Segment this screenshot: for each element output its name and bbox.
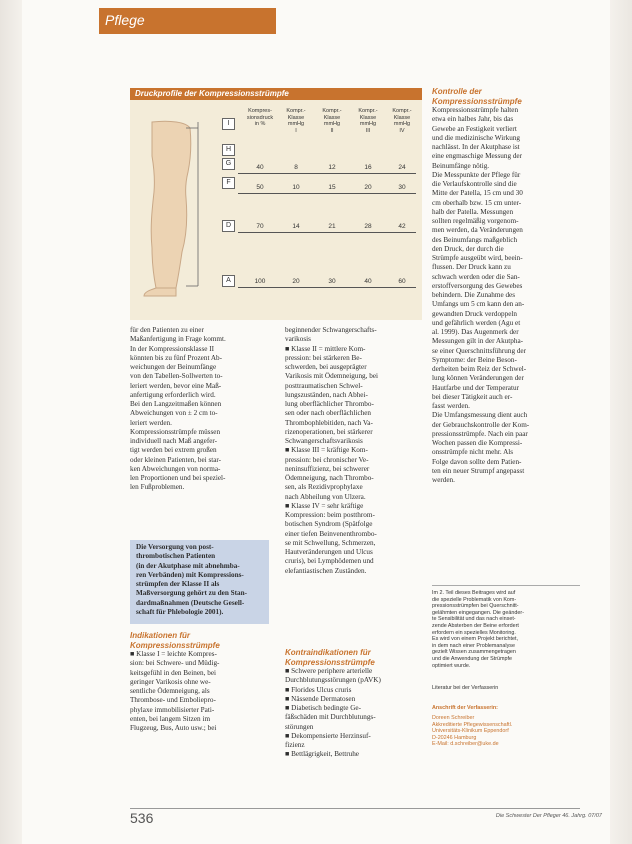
col-head-line: in % xyxy=(254,121,266,127)
row-4-class-1: 20 xyxy=(292,278,300,285)
text-line: Kompression: beim postthrom- xyxy=(285,511,375,519)
text-line: ■ Schwere periphere arterielle xyxy=(285,667,373,675)
text-line: Die Versorgung von post- xyxy=(136,543,214,551)
text-line: erstoffversorgung des Gewebes xyxy=(432,281,523,290)
note-line: gelähmten eingegangen. Die geänder- xyxy=(432,609,525,616)
measure-point-h: H xyxy=(222,144,235,156)
text-line: Symptome: der Beine Beson- xyxy=(432,355,517,364)
text-line: und gefährlich werden (Agu et xyxy=(432,318,521,327)
note-line: Es wird von einem Projekt berichtet, xyxy=(432,636,518,643)
row-3-class-1: 14 xyxy=(292,223,300,230)
col-head-line: Kompr.- xyxy=(392,108,412,114)
text-line: pression: bei stärkeren Be- xyxy=(285,353,362,362)
text-line: anfertigung erforderlich wird. xyxy=(130,390,216,399)
measure-point-g: G xyxy=(222,158,235,170)
row-3-class-4: 42 xyxy=(398,223,406,230)
text-line: sen oder nach oberflächlichen xyxy=(285,409,372,418)
address-line: Doreen Schreiber xyxy=(432,715,475,721)
note-line: in dem nach einer Problemanalyse xyxy=(432,642,516,649)
note-line: Im 2. Teil dieses Beitrages wird auf xyxy=(432,590,516,596)
text-line: sen, als Rezidivprophylaxe xyxy=(285,483,363,492)
literature-note: Literatur bei der Verfasserin xyxy=(432,685,499,691)
text-line: Maßanfertigung in Frage kommt. xyxy=(130,335,226,344)
note-line: te Sensibilität und das nach einset- xyxy=(432,616,516,623)
text-line: pressionsstrümpfe. Nach ein paar xyxy=(432,429,528,438)
row-4-pressure: 100 xyxy=(254,278,266,285)
text-line: Messungen gilt in der Akutpha- xyxy=(432,337,524,346)
text-line: elefantiastischen Zuständen. xyxy=(285,566,367,575)
note-line: pressionsstrümpfen bei Querschnitt- xyxy=(432,603,519,610)
text-line: Bei den Langzeitmaßen können xyxy=(130,400,222,408)
measure-point-i: I xyxy=(222,118,235,130)
text-line: leriert werden, bevor eine Maß- xyxy=(130,381,222,390)
text-line: des Beinumfangs maßgeblich xyxy=(432,235,518,244)
text-line: neninsuffizienz, bei schwerer xyxy=(285,464,370,473)
text-line: Die Messpunkte der Pflege für xyxy=(432,170,521,179)
row-1-class-2: 12 xyxy=(328,164,336,171)
contraindications-section xyxy=(285,648,423,760)
note-line: erfordern ein spezielles Monitoring. xyxy=(432,629,516,636)
contra-heading: Kontraindikationen für xyxy=(285,648,371,657)
text-line: pression: bei chronischer Ve- xyxy=(285,455,369,464)
pressure-profile-figure xyxy=(130,88,422,320)
text-line: ■ Diabetisch bedingte Ge- xyxy=(285,704,361,712)
col-head-line: Klasse xyxy=(393,114,411,121)
text-line: se mit Schwellung, Schmerzen, xyxy=(285,538,376,547)
text-line: werden. xyxy=(432,476,455,484)
row-2-pressure: 50 xyxy=(256,184,264,191)
text-line: ■ Klasse IV = sehr kräftige xyxy=(285,501,364,510)
row-2-class-1: 10 xyxy=(292,184,300,191)
col-head-line: Kompres- xyxy=(248,108,272,114)
text-line: oder kleinen Patienten, bei star- xyxy=(130,455,222,464)
text-line: derheiten beim Reiz der Schwel- xyxy=(432,365,527,373)
text-line: Ödemneigung, nach Thrombo- xyxy=(285,474,374,482)
text-line: posttraumatischen Schwel- xyxy=(285,381,363,390)
col-head-class-2 xyxy=(315,108,349,134)
row-4-class-4: 60 xyxy=(398,278,406,285)
text-line: enten, bei langem Sitzen im xyxy=(130,714,211,723)
measure-point-f: F xyxy=(222,177,235,189)
text-line: strümpfen der Klasse II als xyxy=(136,580,220,588)
footer-divider xyxy=(130,808,580,809)
text-line: schwerden, bei ausgeprägter xyxy=(285,363,367,371)
text-line: weichungen der Beinumfänge xyxy=(130,363,217,371)
row-2-class-4: 30 xyxy=(398,184,406,191)
text-line: fäßschäden mit Durchblutungs- xyxy=(285,713,376,722)
text-line: sentliche Ödemneigung, als xyxy=(130,687,210,695)
text-line: varikosis xyxy=(285,335,311,344)
col-head-pressure xyxy=(243,108,277,128)
row-line xyxy=(238,232,416,233)
row-line xyxy=(238,173,416,174)
text-line: Flugzeug, Bus, Auto usw.; bei xyxy=(130,724,217,732)
row-1-class-3: 16 xyxy=(364,164,372,171)
row-3-class-3: 28 xyxy=(364,223,372,230)
text-line: Strümpfe ausgeübt wird, beein- xyxy=(432,254,523,262)
text-line: halb der Patella. Messungen xyxy=(432,207,514,216)
author-address xyxy=(432,715,580,748)
text-line: Durchblutungsstörungen (pAVK) xyxy=(285,676,381,685)
text-line: einer tiefen Beinvenenthrombo- xyxy=(285,529,377,538)
address-line: D-20246 Hamburg xyxy=(432,734,477,741)
col-head-line: mmHg xyxy=(287,121,305,127)
text-line: leriert werden. xyxy=(130,418,172,427)
text-line: individuell nach Maß angefer- xyxy=(130,437,218,445)
measure-point-a: A xyxy=(222,275,235,287)
text-line: rizenoperationen, bei stärkerer xyxy=(285,427,373,436)
col-head-line: sionsdruck xyxy=(246,114,274,121)
address-line: Akkreditierte Pflegewissenschaftl. xyxy=(432,721,513,728)
text-line: (in der Akutphase mit abnehmba- xyxy=(136,561,240,570)
note-line: und die Anwendung der Strümpfe xyxy=(432,655,513,662)
right-column xyxy=(432,87,580,485)
text-line: In der Kompressionsklasse II xyxy=(130,344,215,353)
note-line: die spezielle Problematik von Kom- xyxy=(432,596,517,603)
indications-heading: Kompressionsstrümpfe xyxy=(130,640,220,650)
middle-column xyxy=(285,326,423,576)
text-line: Abweichungen von ± 2 cm to- xyxy=(130,409,218,418)
text-line: ■ Klasse I = leichte Kompres- xyxy=(130,650,217,658)
text-line: nachlässt. In der Akutphase ist xyxy=(432,143,520,151)
author-address-heading: Anschrift der Verfasserin: xyxy=(432,705,498,711)
highlight-text xyxy=(136,543,264,617)
measure-point-d: D xyxy=(222,220,235,232)
indications-heading: Indikationen für xyxy=(130,631,190,640)
row-1-class-4: 24 xyxy=(398,164,406,171)
text-line: lung können Veränderungen der xyxy=(432,374,524,383)
col-head-line: III xyxy=(365,127,371,134)
text-line: se einer Querschnittsführung der xyxy=(432,346,527,355)
text-line: len Proportionen und bei speziel- xyxy=(130,474,226,482)
text-line: Umfangs um 5 cm kann den an- xyxy=(432,300,525,309)
text-line: ■ Klasse II = mittlere Kom- xyxy=(285,344,366,353)
text-line: die Verlaufskontrolle sind die xyxy=(432,180,517,188)
text-line: len Fußproblemen. xyxy=(130,483,185,492)
col-head-line: mmHg xyxy=(359,121,377,127)
text-line: Die Umfangsmessung dient auch xyxy=(432,411,528,420)
text-line: Hautveränderungen und Ulcus xyxy=(285,548,373,556)
row-3-pressure: 70 xyxy=(256,223,264,230)
text-line: ■ Bettlägrigkeit, Bettruhe xyxy=(285,750,360,759)
text-line: behindern. Die Zunahme des xyxy=(432,291,516,299)
text-line: nach Abheilung von Ulzera. xyxy=(285,492,366,501)
text-line: schaft für Phlebologie 2001). xyxy=(136,607,224,616)
page-edge xyxy=(610,0,632,844)
journal-footer: Die Schwester Der Pfleger 46. Jahrg. 07/07 xyxy=(495,813,602,819)
row-line xyxy=(238,287,416,288)
text-line: keitsgefühl in den Beinen, bei xyxy=(130,668,217,677)
text-line: Mitte der Patella, 15 cm und 30 xyxy=(432,189,523,198)
text-line: ten ein neuer Strumpf angepasst xyxy=(432,466,525,475)
col-head-class-4 xyxy=(385,108,419,134)
col-head-line: mmHg xyxy=(323,121,341,127)
col-head-line: Kompr.- xyxy=(286,108,306,114)
left-column xyxy=(130,326,269,493)
address-line: Universitäts-Klinikum Eppendorf xyxy=(432,728,509,735)
text-line: Maßversorgung gehört zu den Stan- xyxy=(136,589,248,598)
text-line: onsstrümpfe nicht mehr. Als xyxy=(432,448,514,457)
text-line: schwach werden oder die San- xyxy=(432,272,520,281)
text-line: bei dieser Tätigkeit auch er- xyxy=(432,392,513,401)
text-line: Varikosis mit Ödemneigung, bei xyxy=(285,372,379,381)
note-line: gezielt Wissen zusammengetragen xyxy=(432,649,516,656)
text-line: Thrombose- und Emboliepro- xyxy=(130,696,216,705)
binding-shadow xyxy=(0,0,22,844)
text-line: ken Abweichungen von norma- xyxy=(130,464,221,473)
row-4-class-2: 30 xyxy=(328,278,336,285)
figure-title: Druckprofile der Kompressionsstrümpfe xyxy=(135,89,289,98)
text-line: lung oberflächlicher Thrombo- xyxy=(285,400,374,408)
col-head-line: Klasse xyxy=(359,114,377,121)
col-head-line: Klasse xyxy=(287,114,305,121)
text-line: Wochen passen die Kompressi- xyxy=(432,439,523,447)
col-head-line: I xyxy=(295,127,297,134)
text-line: Gewebe an Festigkeit verliert xyxy=(432,124,517,133)
text-line: cm oberhalb bzw. 15 cm unter- xyxy=(432,198,522,207)
text-line: Kompressionsstrümpfe müssen xyxy=(130,427,221,436)
control-heading: Kompressionsstrümpfe xyxy=(432,96,522,106)
row-2-class-3: 20 xyxy=(364,184,372,191)
control-heading: Kontrolle der xyxy=(432,87,482,96)
text-line: beginnender Schwangerschafts- xyxy=(285,326,377,334)
note-divider xyxy=(432,585,580,586)
row-line xyxy=(238,193,416,194)
text-line: thrombotischen Patienten xyxy=(136,552,216,561)
note-line: optimiert wurde. xyxy=(432,662,471,669)
text-line: sion: bei Schwere- und Müdig- xyxy=(130,659,220,668)
text-line: für den Patienten zu einer xyxy=(130,326,204,334)
text-line: geringer Varikosis ohne we- xyxy=(130,677,211,686)
col-head-line: II xyxy=(330,127,334,134)
text-line: Schwangerschaftsvarikosis xyxy=(285,437,363,445)
page-number: 536 xyxy=(130,810,154,826)
text-line: ■ Nässende Dermatosen xyxy=(285,694,356,703)
figure-body xyxy=(130,100,422,320)
text-line: al. 1999). Das Augenmerk der xyxy=(432,328,519,336)
col-head-line: Kompr.- xyxy=(358,108,378,114)
col-head-line: Kompr.- xyxy=(322,108,342,114)
text-line: Kompressionsstrümpfe halten xyxy=(432,106,519,114)
col-head-line: Klasse xyxy=(323,114,341,121)
text-line: Thrombophlebitiden, nach Va- xyxy=(285,418,373,427)
text-line: cruris), bei Lymphödemen und xyxy=(285,557,374,566)
text-line: fasst werden. xyxy=(432,402,470,410)
row-2-class-2: 15 xyxy=(328,184,336,191)
text-line: Beinumfänge nötig. xyxy=(432,161,490,170)
text-line: ■ Florides Ulcus cruris xyxy=(285,685,352,694)
row-3-class-2: 21 xyxy=(328,223,336,230)
text-line: tigt werden bei extrem großen xyxy=(130,446,217,455)
text-line: Hautfarbe und der Temperatur xyxy=(432,383,519,392)
row-4-class-3: 40 xyxy=(364,278,372,285)
text-line: sollten regelmäßig vorgenom- xyxy=(432,217,519,225)
col-head-line: mmHg xyxy=(393,121,411,127)
col-head-class-1 xyxy=(279,108,313,134)
address-line: E-Mail: d.schreiber@uke.de xyxy=(432,741,499,748)
text-line: störungen xyxy=(285,722,314,731)
text-line: ■ Dekompensierte Herzinsuf- xyxy=(285,731,371,740)
text-line: fizienz xyxy=(285,741,305,749)
text-line: von den Tabellen-Sollwerten to- xyxy=(130,372,223,381)
row-1-class-1: 8 xyxy=(294,164,298,171)
text-line: lungszuständen, nach Abhei- xyxy=(285,390,368,399)
indications-section xyxy=(130,631,269,733)
text-line: und die medizinische Wirkung xyxy=(432,133,521,142)
col-head-line: IV xyxy=(399,127,405,134)
note-line: zende Absterben der Beine erfordert xyxy=(432,622,519,629)
text-line: ren Verbänden) mit Kompressions- xyxy=(136,570,244,579)
text-line: könnten bis zu fünf Prozent Ab- xyxy=(130,353,223,362)
text-line: dardmaßnahmen (Deutsche Gesell- xyxy=(136,598,245,607)
text-line: der Gebrauchskontrolle der Kom- xyxy=(432,420,530,429)
text-line: etwa ein halbes Jahr, bis das xyxy=(432,115,514,124)
text-line: phylaxe immobilisierter Pati- xyxy=(130,705,215,714)
text-line: den Druck, der durch die xyxy=(432,244,504,253)
text-line: gewandten Druck verdoppeln xyxy=(432,309,518,318)
contra-heading: Kompressionsstrümpfe xyxy=(285,657,375,667)
text-line: ■ Klasse III = kräftige Kom- xyxy=(285,446,368,455)
section-title: Pflege xyxy=(105,12,145,28)
text-line: Folge davon sollte dem Patien- xyxy=(432,457,522,466)
text-line: flussen. Der Druck kann zu xyxy=(432,263,511,272)
text-line: botischen Syndrom (Spätfolge xyxy=(285,520,373,529)
text-line: men werden, da Veränderungen xyxy=(432,226,523,235)
article-note xyxy=(432,590,580,669)
row-1-pressure: 40 xyxy=(256,164,264,171)
col-head-class-3 xyxy=(351,108,385,134)
text-line: eine engmaschige Messung der xyxy=(432,152,523,161)
